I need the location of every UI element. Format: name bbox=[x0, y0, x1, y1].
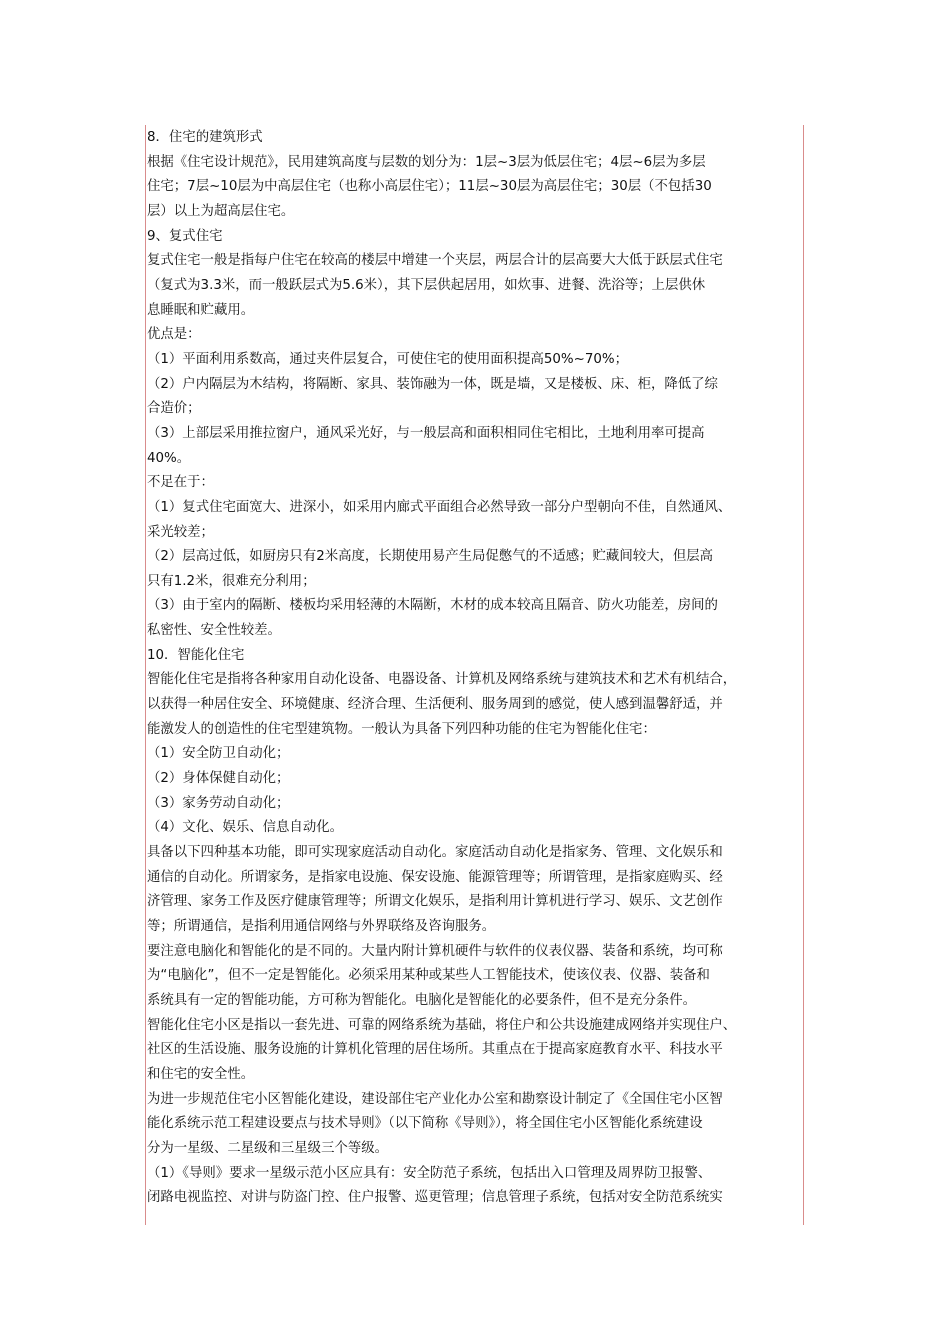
text-line: 等；所谓通信，是指利用通信网络与外界联络及咨询服务。 bbox=[147, 919, 496, 934]
text-line: 具备以下四种基本功能，即可实现家庭活动自动化。家庭活动自动化是指家务、管理、文化娱乐和 bbox=[147, 845, 723, 861]
text-line: （3）上部层采用推拉窗户，通风采光好，与一般层高和面积相同住宅相比，土地利用率可提高 bbox=[147, 425, 705, 441]
text-line: （2）身体保健自动化； bbox=[147, 771, 290, 787]
text-line: 智能化住宅是指将各种家用自动化设备、电器设备、计算机及网络系统与建筑技术和艺术有机结合， bbox=[147, 672, 737, 688]
text-line: （3）家务劳动自动化； bbox=[147, 795, 290, 811]
text-line: 层）以上为超高层住宅。 bbox=[147, 203, 295, 219]
text-line: 合造价； bbox=[147, 401, 201, 417]
text-line: 能化系统示范工程建设要点与技术导则》（以下简称《导则》），将全国住宅小区智能化系统建设 bbox=[147, 1116, 703, 1132]
text-line: 只有1.2米，很难充分利用； bbox=[147, 573, 316, 589]
text-line: 和住宅的安全性。 bbox=[147, 1066, 255, 1082]
text-line: （复式为3.3米，而一般跃层式为5.6米），其下层供起居用，如炊事、进餐、洗浴等；上层供休 bbox=[147, 277, 706, 293]
text-line: 闭路电视监控、对讲与防盗门控、住户报警、巡更管理；信息管理子系统，包括对安全防范系统实 bbox=[147, 1190, 723, 1206]
text-line: 优点是： bbox=[147, 327, 201, 343]
text-line: 8．住宅的建筑形式 bbox=[147, 130, 263, 145]
text-line: 息睡眠和贮藏用。 bbox=[147, 302, 255, 318]
text-line: 住宅；7层~10层为中高层住宅（也称小高层住宅）；11层~30层为高层住宅；30层（不包括30 bbox=[147, 179, 712, 195]
text-line: （2）户内隔层为木结构，将隔断、家具、装饰融为一体，既是墙，又是楼板、床、柜，降低了综 bbox=[147, 376, 718, 392]
text-line: 私密性、安全性较差。 bbox=[147, 623, 281, 639]
text-line: 以获得一种居住安全、环境健康、经济合理、生活便利、服务周到的感觉，使人感到温馨舒适，并 bbox=[147, 697, 723, 713]
text-line: 为“电脑化”，但不一定是智能化。必须采用某种或某些人工智能技术，使该仪表、仪器、装备和 bbox=[147, 968, 710, 984]
text-line: （1）安全防卫自动化； bbox=[147, 746, 290, 762]
text-line: （2）层高过低，如厨房只有2米高度，长期使用易产生局促憋气的不适感；贮藏间较大，但层高 bbox=[147, 549, 714, 565]
text-line: 要注意电脑化和智能化的是不同的。大量内附计算机硬件与软件的仪表仪器、装备和系统，均可称 bbox=[147, 943, 723, 959]
text-line: 济管理、家务工作及医疗健康管理等；所谓文化娱乐，是指利用计算机进行学习、娱乐、文艺创作 bbox=[147, 894, 723, 910]
text-line: 不足在于： bbox=[147, 475, 214, 491]
text-line: 复式住宅一般是指每户住宅在较高的楼层中增建一个夹层，两层合计的层高要大大低于跃层式住宅 bbox=[147, 253, 723, 269]
document-body bbox=[147, 126, 807, 1211]
text-line: 通信的自动化。所谓家务，是指家电设施、保安设施、能源管理等；所谓管理，是指家庭购买、经 bbox=[147, 869, 723, 885]
text-line: 9、复式住宅 bbox=[147, 228, 223, 244]
text-line: 10．智能化住宅 bbox=[147, 647, 245, 663]
text-line: 系统具有一定的智能功能，方可称为智能化。电脑化是智能化的必要条件，但不是充分条件。 bbox=[147, 992, 697, 1008]
text-line: （3）由于室内的隔断、楼板均采用轻薄的木隔断，木材的成本较高且隔音、防火功能差，房间的 bbox=[147, 598, 718, 614]
text-line: （1）平面利用系数高，通过夹件层复合，可使住宅的使用面积提高50%~70%； bbox=[147, 351, 628, 367]
text-line: 根据《住宅设计规范》，民用建筑高度与层数的划分为：1层~3层为低层住宅；4层~6层为多层 bbox=[147, 154, 706, 170]
text-line: 40%。 bbox=[147, 450, 191, 466]
left-margin-line bbox=[145, 125, 146, 1225]
text-line: 为进一步规范住宅小区智能化建设，建设部住宅产业化办公室和勘察设计制定了《全国住宅小区智 bbox=[147, 1091, 723, 1107]
text-line: （1）复式住宅面宽大、进深小，如采用内廊式平面组合必然导致一部分户型朝向不佳，自然通风、 bbox=[147, 499, 732, 515]
text-line: （4）文化、娱乐、信息自动化。 bbox=[147, 820, 343, 836]
text-line: 智能化住宅小区是指以一套先进、可靠的网络系统为基础，将住户和公共设施建成网络并实现住户、 bbox=[147, 1017, 737, 1033]
text-line: 能激发人的创造性的住宅型建筑物。一般认为具备下列四种功能的住宅为智能化住宅： bbox=[147, 721, 656, 737]
text-line: （1）《导则》要求一星级示范小区应具有：安全防范子系统，包括出入口管理及周界防卫报警、 bbox=[147, 1165, 712, 1181]
text-line: 社区的生活设施、服务设施的计算机化管理的居住场所。其重点在于提高家庭教育水平、科技水平 bbox=[147, 1042, 723, 1058]
text-line: 分为一星级、二星级和三星级三个等级。 bbox=[147, 1140, 389, 1156]
text-line: 采光较差； bbox=[147, 524, 214, 540]
